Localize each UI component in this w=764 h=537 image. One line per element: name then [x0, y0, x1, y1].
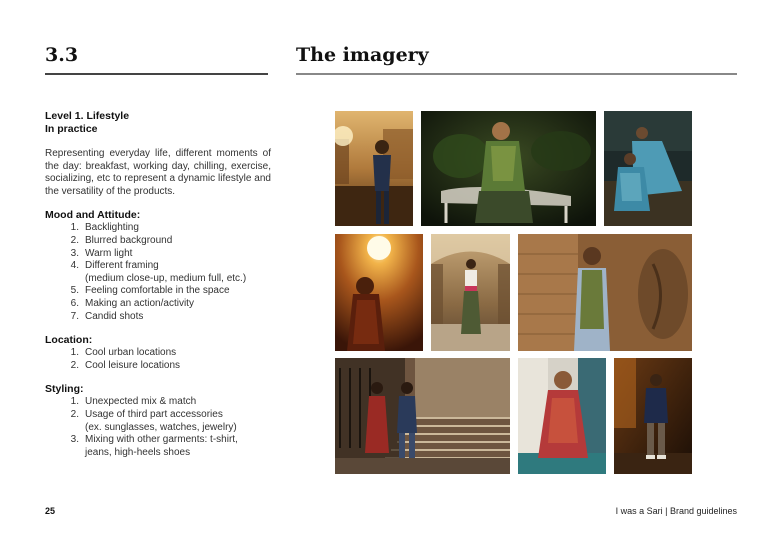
text-column [45, 110, 271, 459]
footer-brand: I was a Sari | Brand guidelines [615, 506, 737, 516]
photo-women-stairs [335, 358, 510, 474]
list-item: 1. Cool urban locations [70, 347, 177, 359]
page-number: 25 [45, 506, 56, 516]
photo-two-women-blue [604, 111, 692, 226]
list-item: 2. Blurred background [70, 234, 173, 246]
rule-left [45, 73, 268, 75]
mood-list [45, 222, 271, 323]
level-heading: Level 1. Lifestyle [45, 110, 130, 122]
photo-woman-red [518, 358, 606, 474]
list-item: 2. Usage of third part accessories [70, 408, 223, 420]
photo-woman-bench [421, 111, 596, 226]
list-item: 6. Making an action/activity [70, 297, 194, 309]
list-item: 3. Mixing with other garments: t-shirt, [70, 434, 238, 446]
list-item: 4. Different framing [70, 260, 159, 272]
rule-right [296, 73, 737, 75]
list-item: (medium close-up, medium full, etc.) [85, 272, 247, 284]
styling-list [45, 396, 271, 459]
list-item: 1. Unexpected mix & match [70, 396, 197, 408]
photo-woman-galleria [431, 234, 510, 351]
styling-heading: Styling: [45, 383, 84, 396]
list-item: 3. Warm light [70, 247, 133, 259]
photo-man-vest [518, 234, 692, 351]
list-item: 5. Feeling comfortable in the space [70, 285, 230, 297]
level-subheading: In practice [45, 123, 98, 135]
list-item: (ex. sunglasses, watches, jewelry) [85, 421, 237, 433]
list-item: 2. Cool leisure locations [70, 359, 181, 371]
section-number: 3.3 [45, 44, 79, 66]
list-item: 1. Backlighting [70, 222, 139, 234]
intro-paragraph: Representing everyday life, different moments of the day: breakfast, working day, chilling, exercise, socializing, etc to represent a dynamic lifestyle and the versatility of the products. [45, 148, 271, 197]
location-list [45, 347, 271, 372]
photo-woman-plaza [335, 111, 413, 226]
list-item: 7. Candid shots [70, 310, 144, 322]
photo-man-night [614, 358, 692, 474]
photo-backlit-woman [335, 234, 423, 351]
mood-heading: Mood and Attitude: [45, 209, 141, 222]
list-item: jeans, high-heels shoes [85, 446, 191, 458]
location-heading: Location: [45, 334, 93, 347]
section-title: The imagery [296, 44, 429, 66]
